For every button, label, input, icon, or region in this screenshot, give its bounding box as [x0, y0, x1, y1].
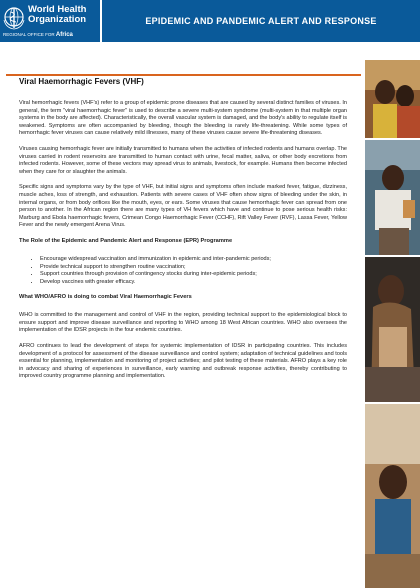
afro-heading: What WHO/AFRO is doing to combat Viral Haemorrhagic Fevers: [19, 294, 192, 301]
who-logo[interactable]: [0, 0, 100, 42]
article-body: [19, 77, 347, 389]
regional-office-region: Africa: [55, 32, 73, 38]
who-emblem-icon: [3, 6, 25, 30]
symptoms-paragraph: Specific signs and symptoms vary by the type of VHF, but initial signs and symptoms often include marked fever, fatigue, dizziness, muscle aches, loss of strength, and exhaustion. Patients with severe cases of VHF often show signs of bleeding under the skin, in internal organs, or from body orifices like the mouth, eyes, or ears. Some viruses that cause hemorrhagic fever can spread from one person to another. In the African region there are many types of VH fevers which have and continue to pose serious health risks: Marburg and Ebola haemorrhagic fevers, Crimean Congo Haemorrhagic Fever (CCHF), Rift Valley Fever (RVF), Lassa Fever, Yellow Fever and the newly emergent Arena Virus.: [19, 184, 347, 229]
banner-title: EPIDEMIC AND PANDEMIC ALERT AND RESPONSE: [145, 16, 377, 26]
article-title: Viral Haemorrhagic Fevers (VHF): [19, 77, 144, 86]
regional-office-prefix: REGIONAL OFFICE FOR: [3, 32, 55, 37]
sidebar-photo-child: [365, 404, 420, 588]
sidebar-photo-woman: [365, 257, 420, 402]
banner-title-bar: [100, 0, 420, 42]
list-item: • Develop vaccines with greater efficacy.: [40, 279, 347, 287]
org-name-line2: Organization: [28, 14, 87, 25]
photo-sidebar: [365, 60, 420, 588]
list-item: • Support countries through provision of contingency stocks during inter-epidemic periods;: [40, 271, 347, 279]
transmission-paragraph: Viruses causing hemorrhagic fever are initially transmitted to humans when the activities of infected rodents and humans overlap. The viruses carried in rodent reservoirs are transmitted to human contact with urine, fecal matter, saliva, or other body excretions from infected rodents. However, some of these vectors may spread virus to animals, livestock, for example. Humans then become infected when they care for or slaughter the animals.: [19, 145, 347, 175]
page-header: [0, 0, 420, 42]
sidebar-photo-health-worker: [365, 140, 420, 255]
org-name: [28, 5, 100, 25]
intro-paragraph: Viral hemorrhagic fevers (VHF's) refer to a group of epidemic prone diseases that are caused by several distinct families of viruses. In general, the term "viral haemorrhagic fever" is used to describe a severe multi-system syndrome (multi-system in that multiple organ systems in the body are affected). Characteristically, the overall vascular system is damaged, and the body's ability to regulate itself is weakened. Symptoms are often accompanied by bleeding, though the bleeding is rarely life-threatening. While some types of hemorrhagic fever viruses can cause relatively mild illnesses, many of these viruses cause severe life-threatening diseases.: [19, 100, 347, 137]
afro-idsr-paragraph: AFRO continues to lead the development of steps for systemic implementation of IDSR in participating countries. This includes development of a protocol for assessment of the disease surveillance and control system; adaptation of technical guidelines and tools essential for planning, implementation and monitoring of project activities; and pilot testing of these materials. AFRO plays a key role in advocacy and sharing of experiences in surveillance, early warning and outbreak response activities, thereby contributing to improved country programme planning and implementation.: [19, 343, 347, 380]
epr-bullet-list: [19, 256, 347, 286]
org-name-line1: World Health: [28, 4, 87, 15]
regional-office: [3, 32, 73, 38]
who-commitment-paragraph: WHO is committed to the management and control of VHF in the region, providing technical support to the epidemiological block to ensure support and improve disease surveillance and reporting to WHO among 18 West African countries. WHO also oversees the implementation of the IDSR projects in the four endemic countries.: [19, 312, 347, 334]
title-underline: [6, 74, 361, 76]
list-item: • Encourage widespread vaccination and immunization in epidemic and inter-pandemic periods;: [40, 256, 347, 264]
sidebar-photo-children: [365, 60, 420, 138]
epr-heading: The Role of the Epidemic and Pandemic Alert and Response (EPR) Programme: [19, 237, 233, 244]
list-item: • Provide technical support to strengthen routine vaccination;: [40, 264, 347, 272]
